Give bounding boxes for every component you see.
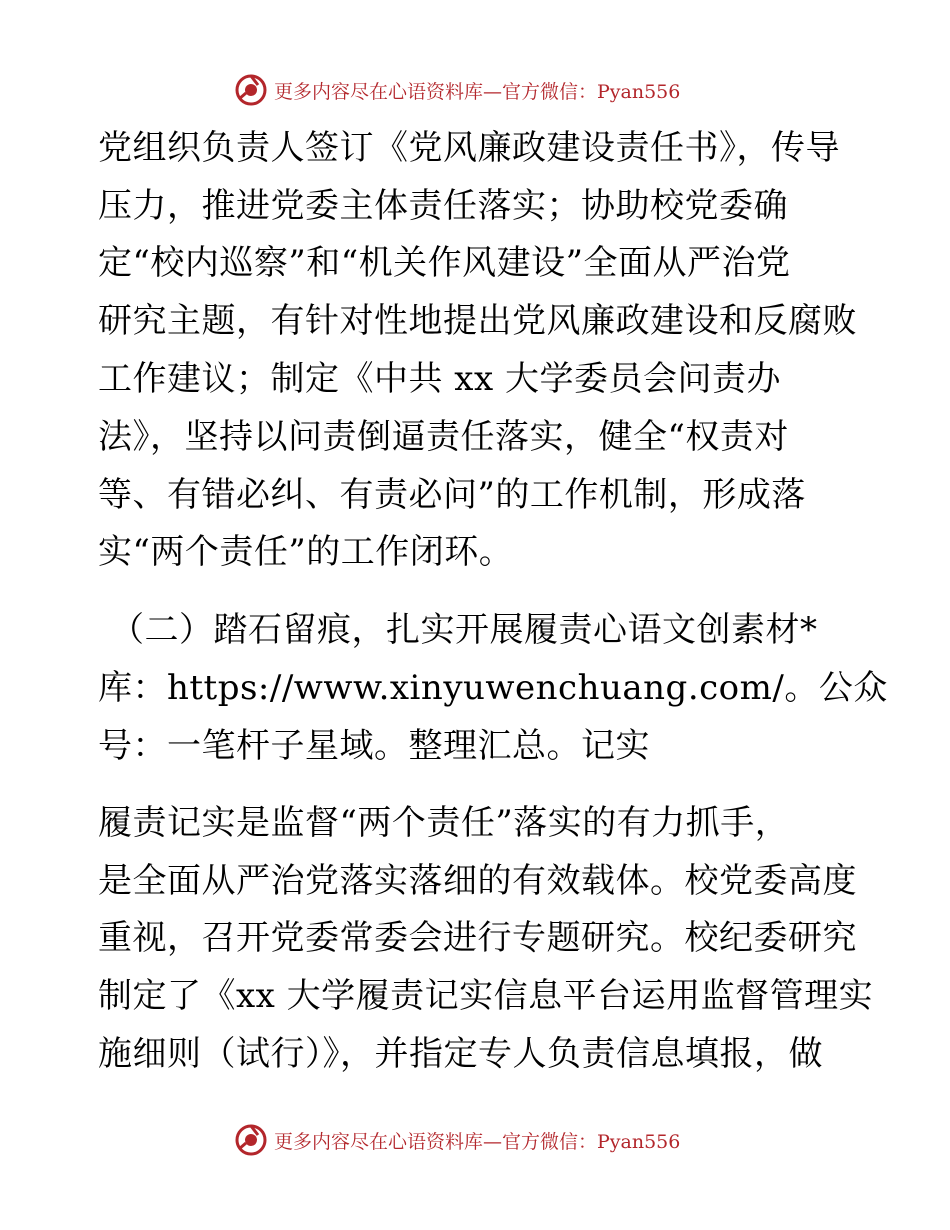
body-line-6: 法》，坚持以问责倒逼责任落实，健全“权责对 — [98, 417, 789, 457]
body-line-15: 制定了《xx 大学履责记实信息平台运用监督管理实 — [98, 976, 874, 1016]
footer-watermark — [0, 1120, 950, 1160]
brand-logo-icon — [234, 1123, 268, 1157]
body-line-4: 研究主题，有针对性地提出党风廉政建设和反腐败 — [98, 301, 857, 341]
section-heading-line-3: 号：一笔杆子星域。整理汇总。记实 — [98, 726, 650, 766]
body-line-16: 施细则（试行）》，并指定专人负责信息填报，做 — [98, 1034, 823, 1074]
body-line-1: 党组织负责人签订《党风廉政建设责任书》，传导 — [98, 128, 840, 168]
brand-logo-icon — [234, 73, 268, 107]
body-line-7: 等、有错必纠、有责必问”的工作机制，形成落 — [98, 475, 806, 515]
body-line-8: 实“两个责任”的工作闭环。 — [98, 532, 514, 572]
body-line-14: 重视，召开党委常委会进行专题研究。校纪委研究 — [98, 918, 857, 958]
body-line-2: 压力，推进党委主体责任落实；协助校党委确 — [98, 186, 788, 226]
header-watermark-text: 更多内容尽在心语资料库—官方微信：Pyan556 — [274, 80, 681, 103]
section-heading-line-1: （二）踏石留痕，扎实开展履责心语文创素材* — [110, 610, 818, 650]
body-line-12: 履责记实是监督“两个责任”落实的有力抓手， — [98, 803, 790, 843]
body-line-3: 定“校内巡察”和“机关作风建设”全面从严治党 — [98, 243, 791, 283]
header-watermark — [0, 70, 950, 110]
section-heading-line-2: 库：https://www.xinyuwenchuang.com/。公众 — [98, 668, 888, 708]
body-line-13: 是全面从严治党落实落细的有效载体。校党委高度 — [98, 861, 857, 901]
footer-watermark-text: 更多内容尽在心语资料库—官方微信：Pyan556 — [274, 1130, 681, 1153]
body-line-5: 工作建议；制定《中共 xx 大学委员会问责办 — [98, 359, 781, 399]
